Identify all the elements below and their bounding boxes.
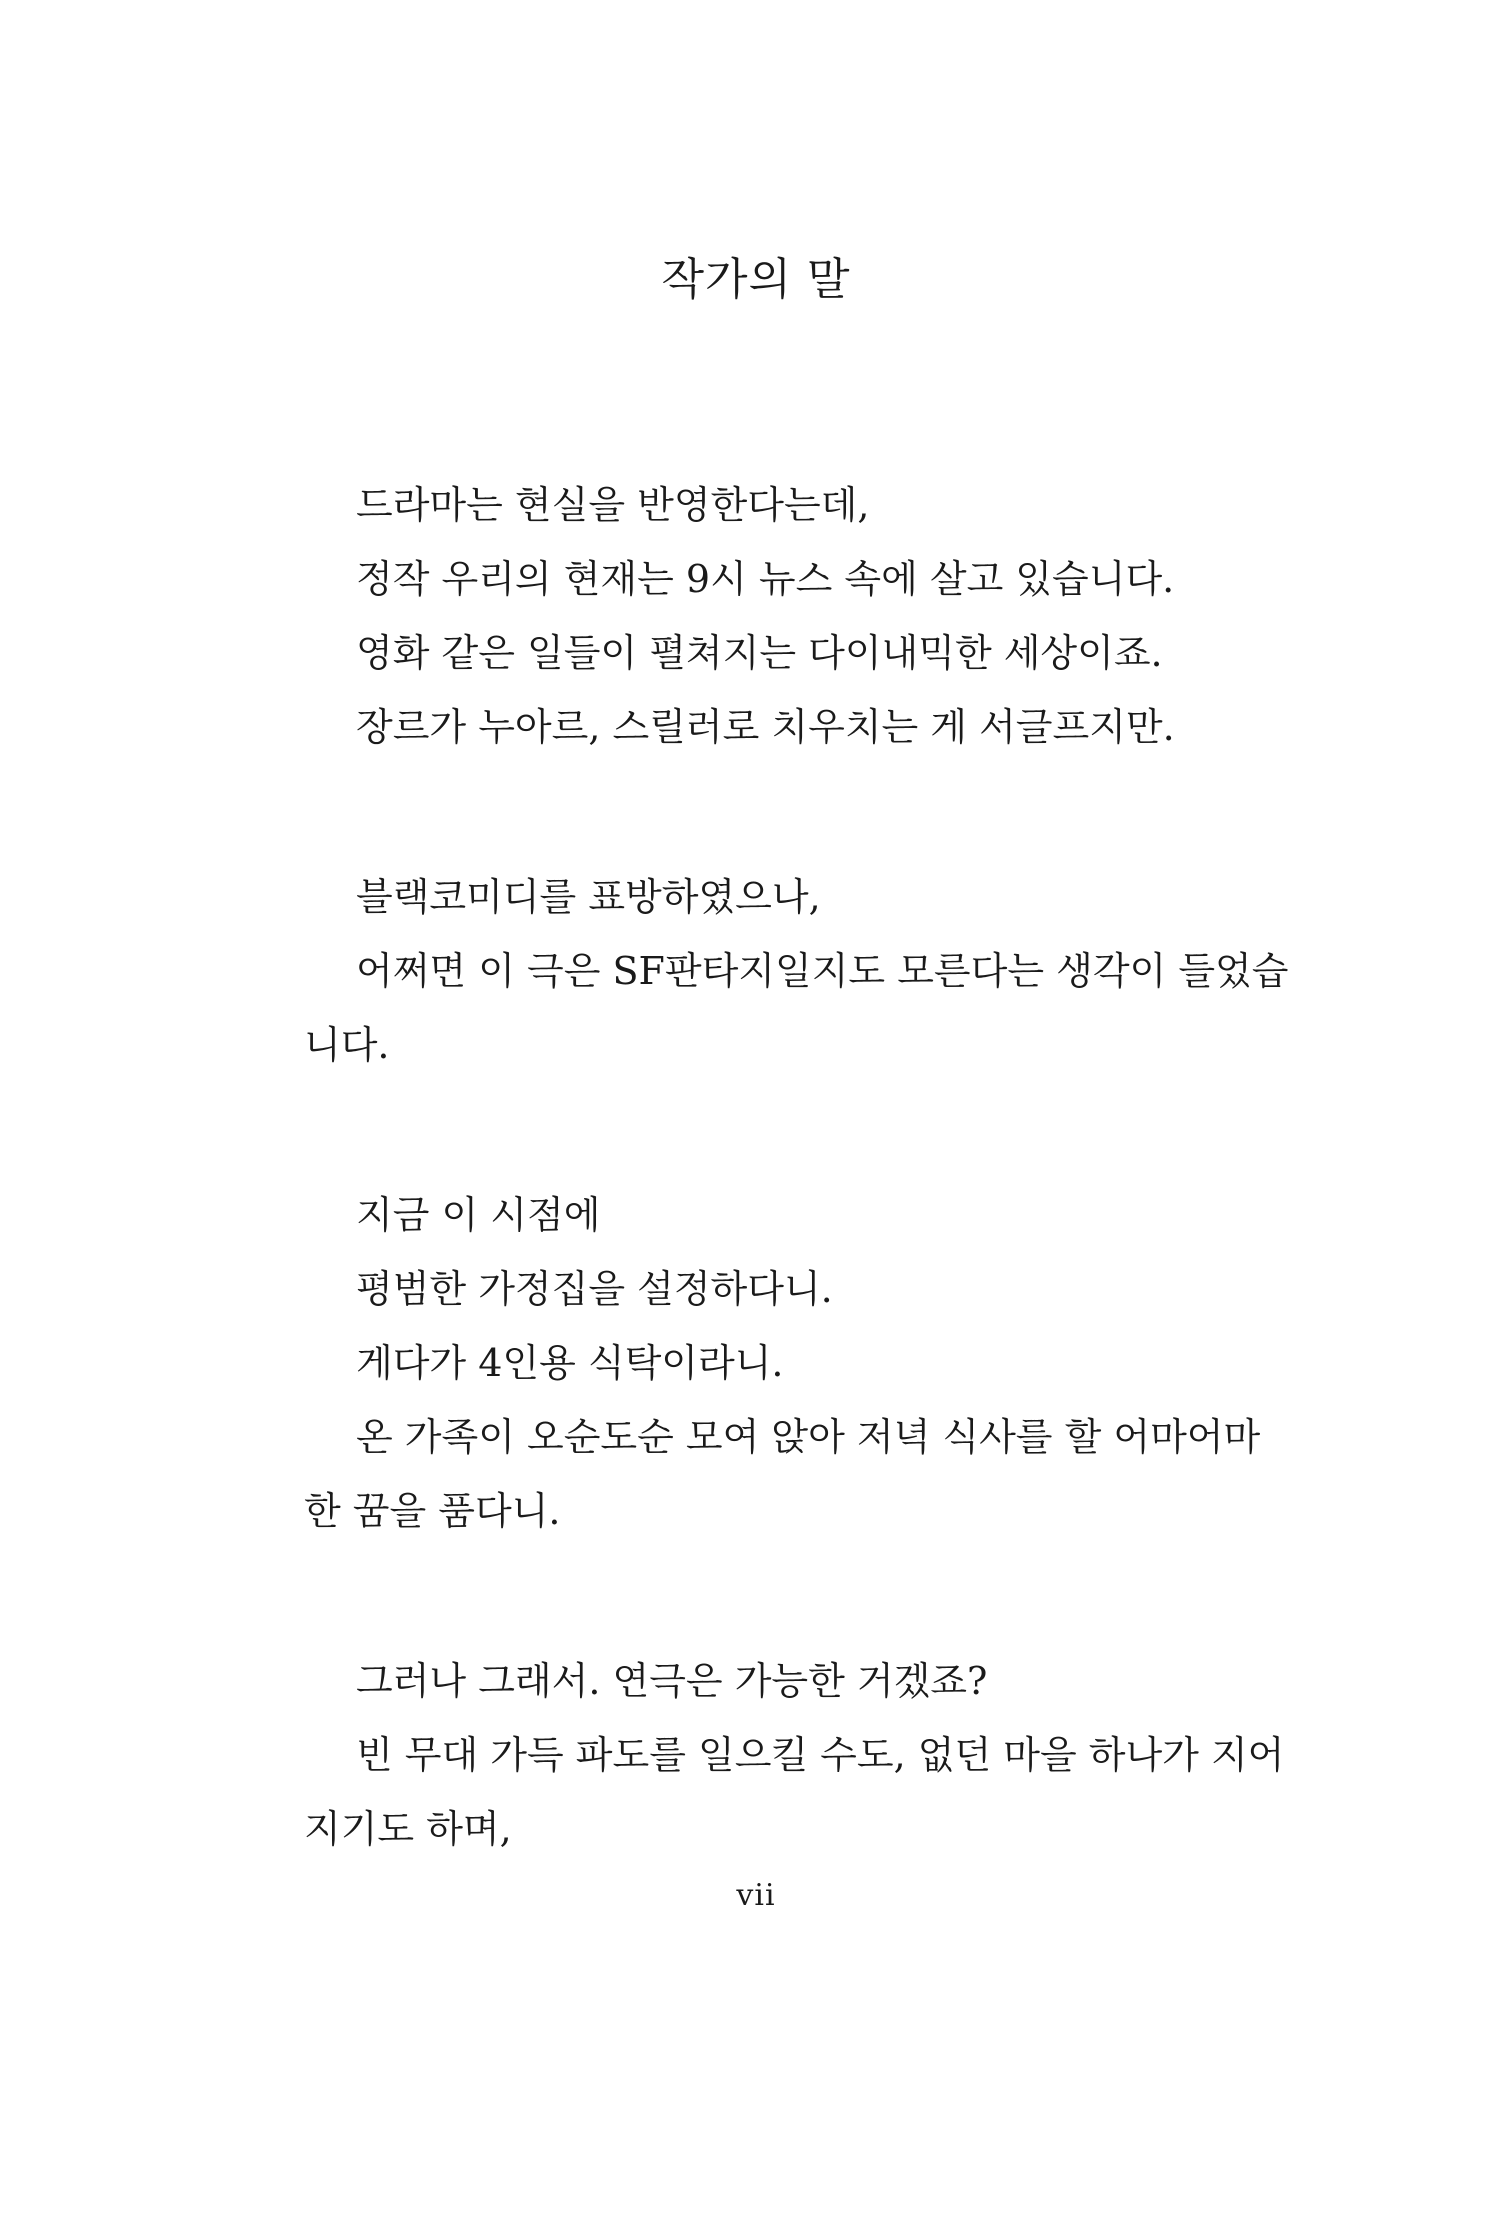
text-line: 니다. <box>304 1023 390 1067</box>
text-line: 게다가 4인용 식탁이라니. <box>356 1341 784 1385</box>
paragraph-gap <box>304 1548 1240 1644</box>
paragraph-gap <box>304 1082 1240 1178</box>
page-number: vii <box>736 1878 776 1913</box>
text-line: 평범한 가정집을 설정하다니. <box>356 1267 833 1311</box>
chapter-title: 작가의 말 <box>661 254 851 305</box>
text-line: 장르가 누아르, 스릴러로 치우치는 게 서글프지만. <box>356 705 1175 749</box>
text-line: 영화 같은 일들이 펼쳐지는 다이내믹한 세상이죠. <box>356 631 1163 675</box>
text-line: 어쩌면 이 극은 SF판타지일지도 모른다는 생각이 들었습 <box>356 949 1289 993</box>
text-line: 한 꿈을 품다니. <box>304 1489 561 1533</box>
text-line: 지금 이 시점에 <box>356 1193 601 1237</box>
paragraph <box>304 468 1240 764</box>
text-line: 드라마는 현실을 반영한다는데, <box>356 483 870 527</box>
text-line: 그러나 그래서. 연극은 가능한 거겠죠? <box>356 1659 988 1703</box>
text-line: 지기도 하며, <box>304 1807 512 1851</box>
text-line: 정작 우리의 현재는 9시 뉴스 속에 살고 있습니다. <box>356 557 1175 601</box>
paragraph <box>304 1644 1285 1866</box>
paragraph-gap <box>304 764 1240 860</box>
paragraph <box>304 1178 1261 1548</box>
text-line: 온 가족이 오순도순 모여 앉아 저녁 식사를 할 어마어마 <box>356 1415 1261 1459</box>
text-line: 블랙코미디를 표방하였으나, <box>356 875 821 919</box>
body-text <box>304 468 1289 1866</box>
text-line: 빈 무대 가득 파도를 일으킬 수도, 없던 마을 하나가 지어 <box>356 1733 1285 1777</box>
paragraph <box>304 860 1289 1082</box>
